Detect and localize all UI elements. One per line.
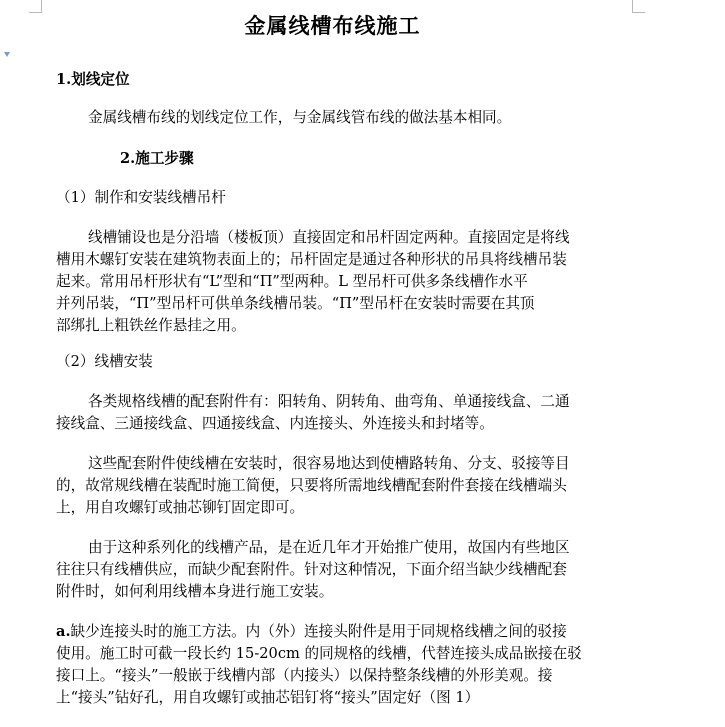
para3-line-2[interactable]: 往往只有线槽供应，而缺少配套附件。针对这种情况，下面介绍当缺少线槽配套 <box>56 561 567 578</box>
para1-line-2[interactable]: 接线盒、三通接线盒、四通接线盒、内连接头、外连接头和封堵等。 <box>56 415 494 432</box>
margin-marker-icon <box>4 52 10 57</box>
subsection-heading-2[interactable]: （2）线槽安装 <box>56 353 153 370</box>
para3-line-1[interactable]: 由于这种系列化的线槽产品，是在近几年才开始推广使用，故国内有些地区 <box>88 539 570 556</box>
section-heading-1[interactable]: 1.划线定位 <box>56 71 130 88</box>
subsection-heading-1[interactable]: （1）制作和安装线槽吊杆 <box>56 189 226 206</box>
sub1-line-3[interactable]: 起来。常用吊杆形状有“L”型和“Π”型两种。L 型吊杆可供多条线槽作水平 <box>56 273 528 290</box>
para2-line-2[interactable]: 的，故常规线槽在装配时施工简便，只要将所需地线槽配套附件套接在线槽端头 <box>56 477 567 494</box>
para4-line-4[interactable]: 上“接头”钻好孔，用自攻螺钉或抽芯铝钉将“接头”固定好（图 1） <box>56 689 480 706</box>
sub1-line-2[interactable]: 槽用木螺钉安装在建筑物表面上的；吊杆固定是通过各种形状的吊具将线槽吊装 <box>56 251 567 268</box>
para4-line-1-text: 缺少连接头时的施工方法。内（外）连接头附件是用于同规格线槽之间的驳接 <box>70 623 567 640</box>
sub1-line-1[interactable]: 线槽铺设也是分沿墙（楼板顶）直接固定和吊杆固定两种。直接固定是将线 <box>88 229 570 246</box>
para4-line-3[interactable]: 接口上。“接头”一般嵌于线槽内部（内接头）以保持整条线槽的外形美观。接 <box>56 667 553 684</box>
sub1-line-4[interactable]: 并列吊装，“Π”型吊杆可供单条线槽吊装。“Π”型吊杆在安装时需要在其顶 <box>56 295 535 312</box>
section-heading-2[interactable]: 2.施工步骤 <box>120 150 194 167</box>
para2-line-1[interactable]: 这些配套附件使线槽在安装时，很容易地达到使槽路转角、分支、驳接等目 <box>88 455 570 472</box>
para4-line-1[interactable] <box>56 620 567 641</box>
para2-line-3[interactable]: 上，用自攻螺钉或抽芯铆钉固定即可。 <box>56 499 305 516</box>
para4-label: a. <box>56 623 71 640</box>
section1-paragraph[interactable]: 金属线槽布线的划线定位工作，与金属线管布线的做法基本相同。 <box>88 109 512 126</box>
para1-line-1[interactable]: 各类规格线槽的配套附件有：阳转角、阴转角、曲弯角、单通接线盒、二通 <box>88 393 570 410</box>
para4-line-2[interactable]: 使用。施工时可截一段长约 15-20cm 的同规格的线槽，代替连接头成品嵌接在驳 <box>56 645 582 662</box>
para3-line-3[interactable]: 附件时，如何利用线槽本身进行施工安装。 <box>56 583 334 600</box>
sub1-line-5[interactable]: 部绑扎上粗铁丝作悬挂之用。 <box>56 317 246 334</box>
document-title[interactable]: 金属线槽布线施工 <box>244 13 421 38</box>
